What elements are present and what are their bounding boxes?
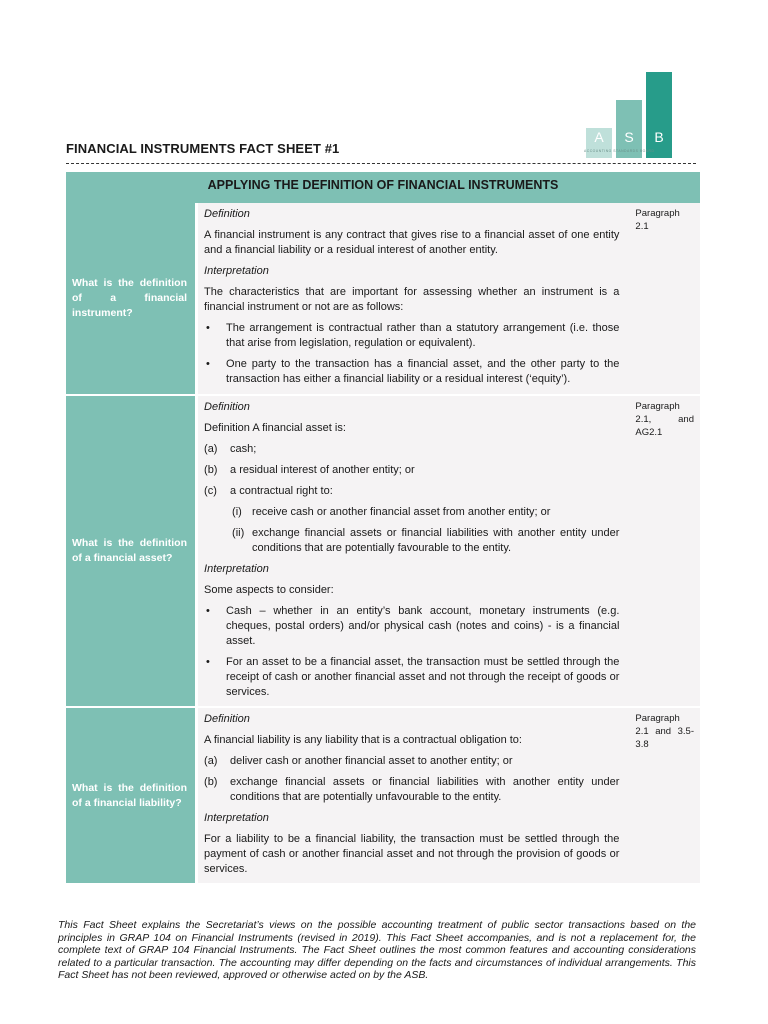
definition-label: Definition — [204, 208, 250, 220]
sub-list-item: (ii) exchange financial assets or financial liabilities with another entity under conditions that are potentially favourable to the entity. — [232, 527, 620, 554]
bullet-item: • For an asset to be a financial asset, the transaction must be settled through the receipt of cash or another financial asset and not through the receipt of goods or services. — [204, 655, 619, 700]
interpretation-label: Interpretation — [204, 563, 269, 575]
definition-label: Definition — [204, 401, 250, 413]
table-header: APPLYING THE DEFINITION OF FINANCIAL INSTRUMENTS — [66, 172, 700, 203]
definition-text: Definition A financial asset is: — [204, 422, 346, 434]
list-item: (c) a contractual right to: — [204, 485, 333, 497]
logo-letter: B — [654, 129, 664, 145]
list-item: (b) exchange financial assets or financial liabilities with another entity under conditions that are potentially unfavourable to the entity. — [204, 776, 620, 803]
logo-subtitle: ACCOUNTING STANDARDS BOARD — [584, 149, 655, 153]
sub-list-item: (i) receive cash or another financial asset from another entity; or — [232, 506, 551, 518]
table-row — [66, 707, 700, 884]
bullet-item: • Cash – whether in an entity’s bank account, monetary instruments (e.g. cheques, postal orders) and/or physical cash (notes and coins) - is a financial asset. — [204, 604, 619, 649]
question-cell: What is the definition of a financial liability? — [66, 707, 195, 884]
answer-cell — [198, 203, 627, 395]
logo-letter: A — [594, 129, 604, 145]
question-cell: What is the definition of a financial instrument? — [66, 203, 195, 395]
table-row — [66, 203, 700, 395]
reference-cell: Paragraph 2.1 — [627, 203, 700, 395]
page-title: FINANCIAL INSTRUMENTS FACT SHEET #1 — [66, 141, 340, 156]
reference-cell: Paragraph 2.1 and 3.5-3.8 — [627, 707, 700, 884]
interpretation-intro: Some aspects to consider: — [204, 584, 334, 596]
definition-text: A financial instrument is any contract that gives rise to a financial asset of one entity and a financial liability or a residual interest of another entity. — [204, 229, 620, 256]
fact-table — [66, 172, 700, 885]
list-item: (a) cash; — [204, 443, 257, 455]
disclaimer-footer: This Fact Sheet explains the Secretariat’s views on the possible accounting treatment of public sector transactions based on the principles in GRAP 104 on Financial Instruments (revised in 2019). This Fact Sheet accompanies, and is not a replacement for, the complete text of GRAP 104 Financial Instruments. The Fact Sheet outlines the most common features and accounting considerations related to a particular transaction. The accounting may differ depending on the facts and circumstances of individual arrangements. This Fact Sheet has not been reviewed, approved or otherwise acted on by the ASB. — [58, 919, 696, 981]
list-item: (b) a residual interest of another entity; or — [204, 464, 415, 476]
answer-cell — [198, 707, 627, 884]
answer-cell — [198, 395, 627, 707]
reference-cell: Paragraph 2.1, and AG2.1 — [627, 395, 700, 707]
list-item: (a) deliver cash or another financial asset to another entity; or — [204, 755, 513, 767]
interpretation-label: Interpretation — [204, 812, 269, 824]
bullet-item: • One party to the transaction has a financial asset, and the other party to the transaction has either a financial liability or a residual interest (‘equity’). — [204, 357, 619, 387]
logo-letter: S — [624, 129, 634, 145]
interpretation-text: For a liability to be a financial liability, the transaction must be settled through the payment of cash or another financial asset and not through the provision of goods or services. — [204, 833, 620, 875]
interpretation-label: Interpretation — [204, 265, 269, 277]
definition-text: A financial liability is any liability that is a contractual obligation to: — [204, 734, 522, 746]
table-row — [66, 395, 700, 707]
bullet-item: • The arrangement is contractual rather than a statutory arrangement (i.e. those that arise from legislation, regulation or equivalent). — [204, 321, 619, 351]
question-cell: What is the definition of a financial asset? — [66, 395, 195, 707]
title-divider — [66, 163, 696, 164]
definition-label: Definition — [204, 713, 250, 725]
asb-logo — [586, 72, 676, 158]
interpretation-intro: The characteristics that are important for assessing whether an instrument is a financial instrument or not are as follows: — [204, 286, 620, 313]
